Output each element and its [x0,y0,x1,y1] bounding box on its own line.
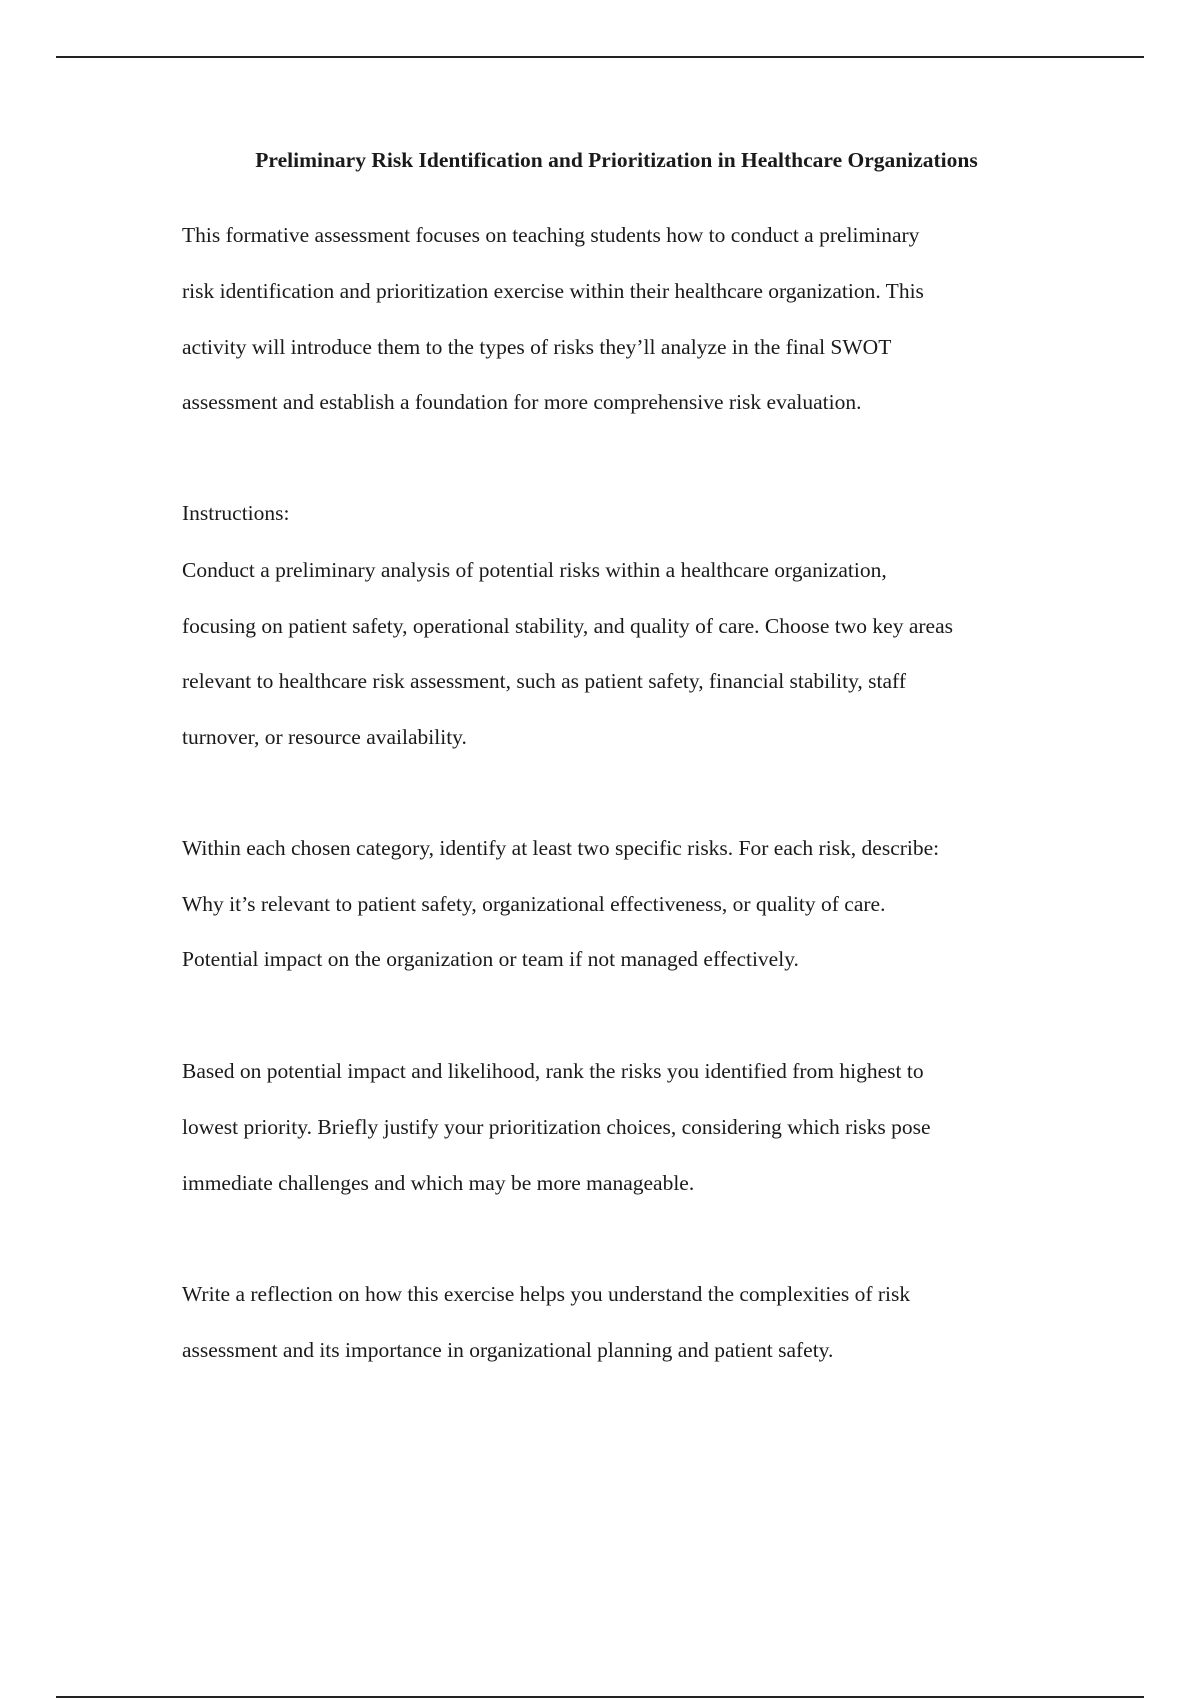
instructions-line: focusing on patient safety, operational stability, and quality of care. Choose two key areas [182,614,953,638]
instructions-line: relevant to healthcare risk assessment, such as patient safety, financial stability, staff [182,669,906,693]
instructions-heading: Instructions: [182,501,290,525]
instructions-line: Conduct a preliminary analysis of potential risks within a healthcare organization, [182,558,887,582]
instructions-line: turnover, or resource availability. [182,725,467,749]
intro-line: assessment and establish a foundation for more comprehensive risk evaluation. [182,390,862,414]
intro-line: This formative assessment focuses on teaching students how to conduct a preliminary [182,223,920,247]
page-header-rule [56,56,1144,58]
prioritize-line: immediate challenges and which may be more manageable. [182,1171,695,1195]
reflection-line: assessment and its importance in organizational planning and patient safety. [182,1338,834,1362]
risks-line: Potential impact on the organization or team if not managed effectively. [182,947,799,971]
prioritize-line: Based on potential impact and likelihood, rank the risks you identified from highest to [182,1059,924,1083]
document-title: Preliminary Risk Identification and Prioritization in Healthcare Organizations [255,148,978,172]
risks-line: Why it’s relevant to patient safety, organizational effectiveness, or quality of care. [182,892,886,916]
risks-line: Within each chosen category, identify at least two specific risks. For each risk, describe: [182,836,940,860]
prioritize-line: lowest priority. Briefly justify your prioritization choices, considering which risks pose [182,1115,931,1139]
intro-line: risk identification and prioritization exercise within their healthcare organization. This [182,279,924,303]
intro-line: activity will introduce them to the types of risks they’ll analyze in the final SWOT [182,335,892,359]
reflection-line: Write a reflection on how this exercise helps you understand the complexities of risk [182,1282,911,1306]
page-footer-rule [56,1696,1144,1698]
